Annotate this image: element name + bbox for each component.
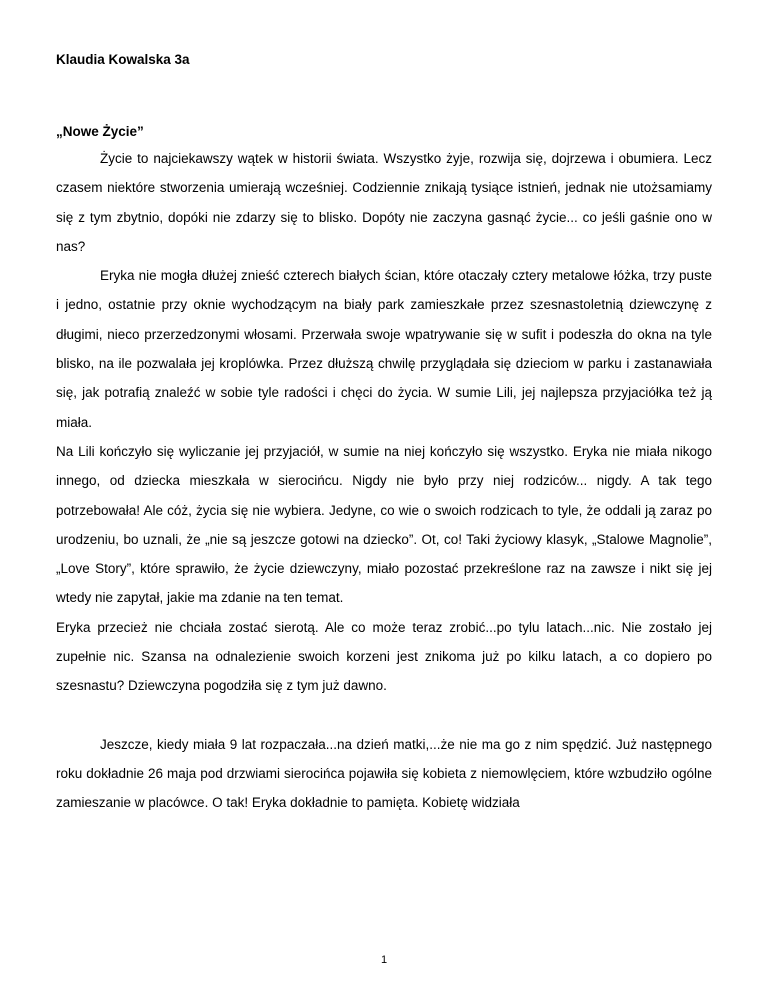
paragraph: Eryka przecież nie chciała zostać sierotą. Ale co może teraz zrobić...po tylu latach...nic. Nie zostało jej zupełnie nic. Szansa na odnalezienie swoich korzeni jest znikoma już po kilku latach, a co dopiero po szesnastu? Dziewczyna pogodziła się z tym już dawno. [56, 619, 712, 694]
paragraph-spacer [56, 701, 712, 730]
paragraph: Życie to najciekawszy wątek w historii świata. Wszystko żyje, rozwija się, dojrzewa i obumiera. Lecz czasem niektóre stworzenia umierają wcześniej. Codziennie znikają tysiące istnień, jednak nie utożsamiamy się z tym zbytnio, dopóki nie zdarzy się to blisko. Dopóty nie zaczyna gasnąć życie... co jeśli gaśnie ono w nas? [56, 151, 712, 254]
paragraph: Jeszcze, kiedy miała 9 lat rozpaczała...na dzień matki,...że nie ma go z nim spędzić. Już następnego roku dokładnie 26 maja pod drzwiami sierocińca pojawiła się kobieta z niemowlęciem, które wzbudziło ogólne zamieszanie w placówce. O tak! Eryka dokładnie to pamięta. Kobietę widziała [56, 736, 712, 811]
author-line: Klaudia Kowalska 3a [56, 52, 190, 67]
document-body [56, 144, 712, 818]
paragraph: Na Lili kończyło się wyliczanie jej przyjaciół, w sumie na niej kończyło się wszystko. Eryka nie miała nikogo innego, od dziecka mieszkała w sierocińcu. Nigdy nie było przy niej rodziców... nigdy. A tak tego potrzebowała! Ale cóż, życia się nie wybiera. Jedyne, co wie o swoich rodzicach to tyle, że oddali ją zaraz po urodzeniu, bo uznali, że „nie są jeszcze gotowi na dziecko”. Ot, co! Taki życiowy klasyk, „Stalowe Magnolie”, „Love Story”, które sprawiło, że życie dziewczyny, miało pozostać przekreślone raz na zawsze i nikt się jej wtedy nie zapytał, jakie ma zdanie na ten temat. [56, 443, 712, 606]
paragraph: Eryka nie mogła dłużej znieść czterech białych ścian, które otaczały cztery metalowe łóżka, trzy puste i jedno, ostatnie przy oknie wychodzącym na biały park zamieszkałe przez szesnastoletnią dziewczynę z długimi, nieco przerzedzonymi włosami. Przerwała swoje wpatrywanie się w sufit i podeszła do okna na tyle blisko, na ile pozwalała jej kroplówka. Przez dłuższą chwilę przyglądała się dzieciom w parku i zastanawiała się, jak potrafią znaleźć w sobie tyle radości i chęci do życia. W sumie Lili, jej najlepsza przyjaciółka też ją miała. [56, 268, 712, 430]
document-title: „Nowe Życie” [56, 124, 144, 139]
page-number: 1 [380, 954, 388, 966]
